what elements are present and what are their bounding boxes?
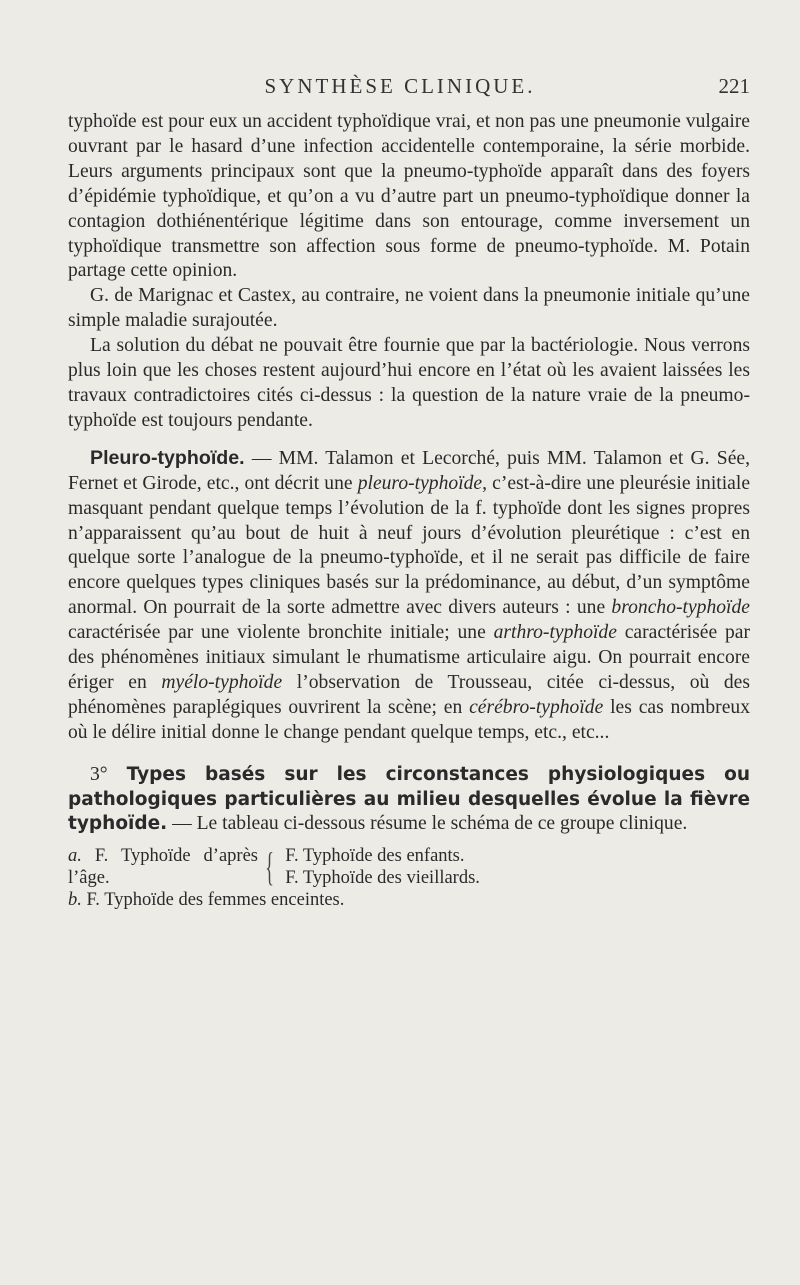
- list-item-b: [68, 889, 750, 911]
- paragraph-pneumo-typhoid-argument: typhoïde est pour eux un accident typhoïdique vrai, et non pas une pneumonie vulgaire ouvrant par le hasard d’une infection accidentelle contemporaine, la série morbide. Leurs arguments principaux sont que la pneumo-typhoïde apparaît dans des foyers d’épidémie typhoïdique, et qu’on a vu d’autre part un pneumo-typhoïdique donner la contagion dothiénentérique légitime dans son entourage, comme inversement un typhoïdique transmettre son affection sous forme de pneumo-typhoïde. M. Potain partage cette opinion.: [68, 111, 750, 282]
- list-item-a: [68, 845, 750, 889]
- section-number: 3°: [90, 763, 108, 785]
- classification-table: [68, 845, 750, 911]
- list-marker-a: a.: [68, 846, 82, 867]
- paragraph-bacteriology: La solution du débat ne pouvait être fournie que par la bactériologie. Nous verrons plus loin que les choses restent aujourd’hui encore en l’état où les avaient laissées les travaux contradictoires cités ci-dessus : la question de la nature vraie de la pneumo-typhoïde est toujours pendante.: [68, 335, 750, 431]
- page-body: [68, 110, 750, 911]
- term-broncho-typhoid: broncho-typhoïde: [611, 597, 750, 619]
- page-header: [0, 74, 800, 104]
- paragraph-pleuro-typhoid: Pleuro-typhoïde. — MM. Talamon et Lecorché, puis MM. Talamon et G. Sée, Fernet et Girode, etc., ont décrit une pleuro-typhoïde, c’est-à-dire une pleurésie initiale masquant pendant quelque temps l’évolution de la f. typhoïde dont les signes propres n’apparaissent qu’au bout de huit à neuf jours d’évolution pleurétique : c’est en quelque sorte l’analogue de la pneumo-typhoïde, et il ne serait pas difficile de faire encore quelques types cliniques basés sur la prédominance, au début, d’un symptôme anormal. On pourrait de la sorte admettre avec divers auteurs : une broncho-typhoïde caractérisée par une violente bronchite initiale; une arthro-typhoïde caractérisée par des phénomènes initiaux simulant le rhumatisme articulaire aigu. On pourrait encore ériger en myélo-typhoïde l’observation de Trousseau, citée ci-dessus, où des phénomènes paraplégiques ouvrirent la scène; en cérébro-typhoïde les cas nombreux où le délire initial donne le change pendant quelque temps, etc., etc...: [68, 446, 751, 743]
- brace-icon: {: [265, 844, 274, 890]
- term-myelo-typhoid: myélo-typhoïde: [161, 671, 283, 693]
- sub-items: [285, 845, 480, 889]
- paragraph-marignac-castex: G. de Marignac et Castex, au contraire, ne voient dans la pneumonie initiale qu’une simple maladie surajoutée.: [68, 285, 750, 332]
- list-label-a: F. Typhoïde d’après l’âge.: [68, 846, 258, 889]
- term-cerebro-typhoid: cérébro-typhoïde: [469, 696, 604, 718]
- term-pleuro-typhoid: pleuro-typhoïde: [357, 472, 483, 494]
- running-title: SYNTHÈSE CLINIQUE.: [264, 74, 536, 98]
- page-number: 221: [718, 74, 750, 98]
- term-arthro-typhoid: arthro-typhoïde: [493, 622, 617, 644]
- sub-item-elderly: F. Typhoïde des vieillards.: [285, 868, 480, 889]
- list-marker-b: b.: [68, 890, 82, 911]
- paragraph-types-physiological: 3° Types basés sur les circonstances physiologiques ou pathologiques particulières au milieu desquelles évolue la fièvre typhoïde. — Le tableau ci-dessous résume le schéma de ce groupe clinique.: [68, 763, 750, 835]
- sub-item-children: F. Typhoïde des enfants.: [285, 846, 465, 867]
- section-heading-types: Types basés sur les circonstances physiologiques ou pathologiques particulières au milieu desquelles évolue la fièvre typhoïde.: [68, 763, 750, 835]
- section-heading-pleuro-typhoid: Pleuro-typhoïde.: [90, 446, 245, 469]
- list-label-b: F. Typhoïde des femmes enceintes.: [81, 890, 345, 911]
